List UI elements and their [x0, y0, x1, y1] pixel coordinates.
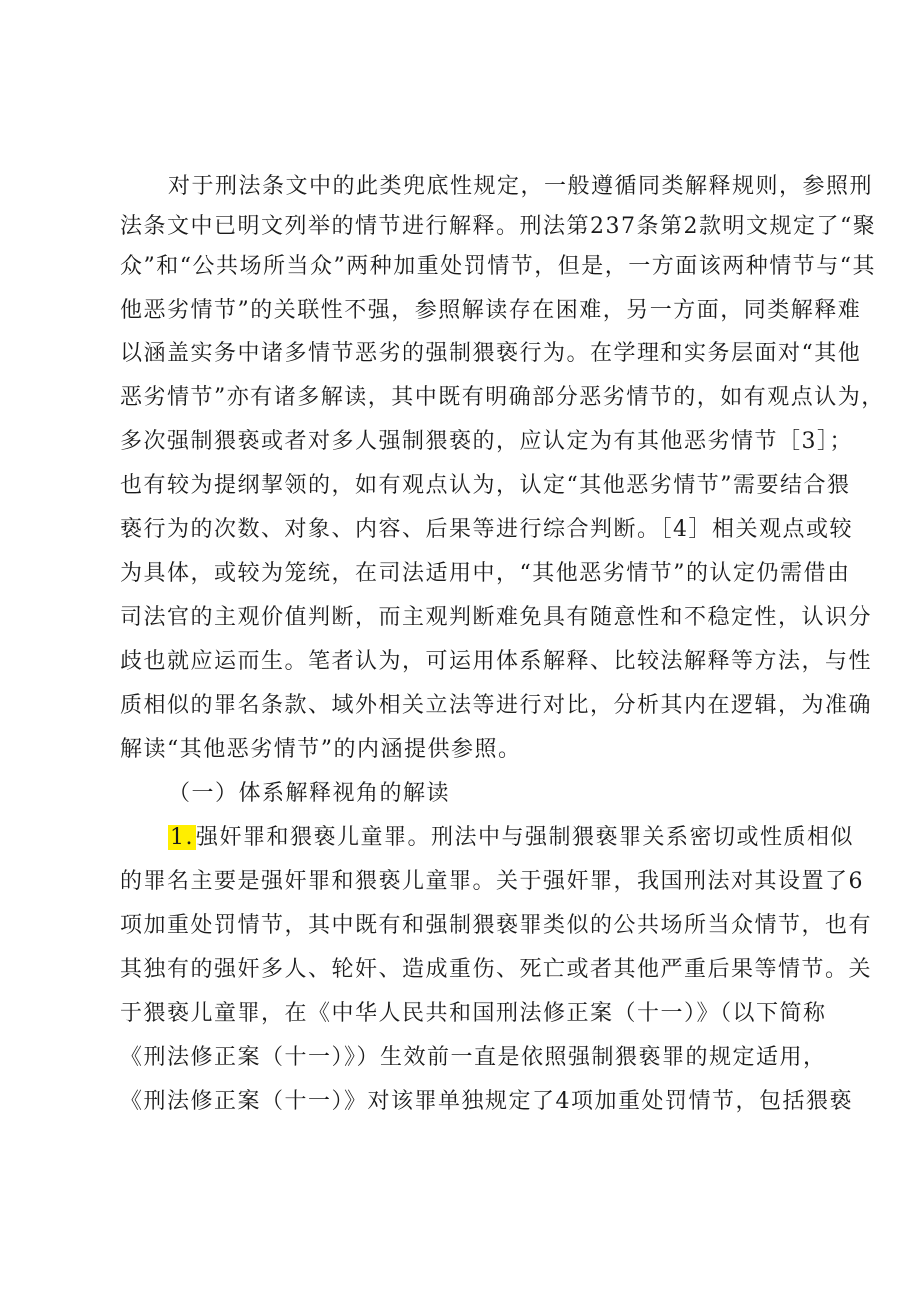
paragraph-2-line-1-text: 强奸罪和猥亵儿童罪。刑法中与强制猥亵罪关系密切或性质相似: [196, 825, 855, 850]
paragraph-2-line-4: 其独有的强奸多人、轮奸、造成重伤、死亡或者其他严重后果等情节。关: [120, 957, 873, 982]
paragraph-1-line-12: 歧也就应运而生。笔者认为，可运用体系解释、比较法解释等方法，与性: [120, 649, 873, 674]
section-heading: （一）体系解释视角的解读: [168, 781, 451, 806]
paragraph-1-line-9: 亵行为的次数、对象、内容、后果等进行综合判断。［4］相关观点或较: [120, 517, 853, 542]
paragraph-1-line-11: 司法官的主观价值判断，而主观判断难免具有随意性和不稳定性，认识分: [120, 605, 873, 630]
highlighted-list-number: 1.: [170, 825, 194, 850]
paragraph-1-line-4: 他恶劣情节”的关联性不强，参照解读存在困难，另一方面，同类解释难: [120, 298, 862, 323]
paragraph-1-line-7: 多次强制猥亵或者对多人强制猥亵的，应认定为有其他恶劣情节［3］；: [120, 429, 853, 454]
paragraph-1-line-2: 法条文中已明文列举的情节进行解释。刑法第237条第2款明文规定了“聚: [120, 214, 877, 239]
paragraph-2-line-7: 《刑法修正案（十一）》对该罪单独规定了4项加重处罚情节，包括猥亵: [120, 1089, 853, 1114]
paragraph-1-line-10: 为具体，或较为笼统，在司法适用中，“其他恶劣情节”的认定仍需借由: [120, 561, 851, 586]
paragraph-1-line-1: 对于刑法条文中的此类兜底性规定，一般遵循同类解释规则，参照刑: [168, 174, 874, 199]
paragraph-1-line-13: 质相似的罪名条款、域外相关立法等进行对比，分析其内在逻辑，为准确: [120, 693, 873, 718]
paragraph-2-line-5: 于猥亵儿童罪，在《中华人民共和国刑法修正案（十一）》（以下简称: [120, 1001, 827, 1026]
paragraph-1-line-5: 以涵盖实务中诸多情节恶劣的强制猥亵行为。在学理和实务层面对“其他: [120, 341, 862, 366]
paragraph-2-line-6: 《刑法修正案（十一）》）生效前一直是依照强制猥亵罪的规定适用，: [120, 1045, 827, 1070]
paragraph-2-line-2: 的罪名主要是强奸罪和猥亵儿童罪。关于强奸罪，我国刑法对其设置了6: [120, 869, 864, 894]
paragraph-1-line-3: 众”和“公共场所当众”两种加重处罚情节，但是，一方面该两种情节与“其: [120, 254, 876, 279]
paragraph-2-line-1: [168, 821, 855, 855]
paragraph-1-line-6: 恶劣情节”亦有诸多解读，其中既有明确部分恶劣情节的，如有观点认为，: [120, 385, 885, 410]
paragraph-2-line-3: 项加重处罚情节，其中既有和强制猥亵罪类似的公共场所当众情节，也有: [120, 913, 873, 938]
paragraph-1-line-14: 解读“其他恶劣情节”的内涵提供参照。: [120, 737, 522, 762]
paragraph-1-line-8: 也有较为提纲挈领的，如有观点认为，认定“其他恶劣情节”需要结合猥: [120, 473, 851, 498]
